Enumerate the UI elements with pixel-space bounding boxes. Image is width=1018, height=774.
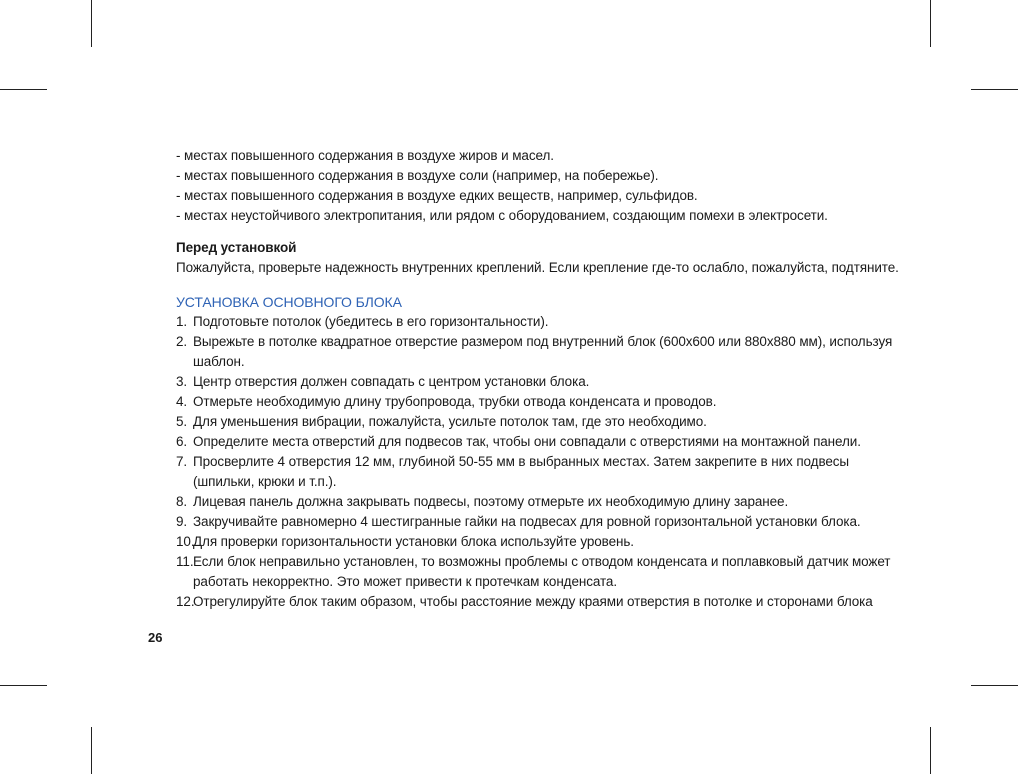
step-item bbox=[176, 452, 876, 492]
step-item bbox=[176, 312, 876, 332]
crop-mark bbox=[91, 0, 92, 47]
intro-line: - местах неустойчивого электропитания, или рядом с оборудованием, создающим помехи в электросети. bbox=[176, 208, 828, 223]
step-number: 3. bbox=[176, 374, 188, 389]
crop-mark bbox=[971, 89, 1018, 90]
step-number: 2. bbox=[176, 334, 188, 349]
intro-list bbox=[176, 146, 876, 226]
step-number: 1. bbox=[176, 314, 188, 329]
step-text: работать некорректно. Это может привести к протечкам конденсата. bbox=[193, 574, 617, 589]
step-text: Определите места отверстий для подвесов так, чтобы они совпадали с отверстиями на монтажной панели. bbox=[193, 434, 861, 449]
crop-mark bbox=[0, 89, 47, 90]
step-item bbox=[176, 372, 876, 392]
step-text: Подготовьте потолок (убедитесь в его горизонтальности). bbox=[193, 314, 549, 329]
step-item bbox=[176, 492, 876, 512]
step-item bbox=[176, 432, 876, 452]
step-number: 6. bbox=[176, 434, 188, 449]
step-text: шаблон. bbox=[193, 354, 245, 369]
crop-mark bbox=[971, 685, 1018, 686]
step-text: Лицевая панель должна закрывать подвесы, поэтому отмерьте их необходимую длину заранее. bbox=[193, 494, 789, 509]
step-item bbox=[176, 412, 876, 432]
step-text: Отмерьте необходимую длину трубопровода, трубки отвода конденсата и проводов. bbox=[193, 394, 717, 409]
step-number: 8. bbox=[176, 494, 188, 509]
step-number: 10. bbox=[176, 534, 195, 549]
step-text: Для проверки горизонтальности установки блока используйте уровень. bbox=[193, 534, 634, 549]
crop-mark bbox=[930, 727, 931, 774]
step-number: 7. bbox=[176, 454, 188, 469]
step-item bbox=[176, 552, 891, 592]
crop-mark bbox=[0, 685, 47, 686]
step-item bbox=[176, 532, 876, 552]
step-text: Отрегулируйте блок таким образом, чтобы расстояние между краями отверстия в потолке и сторонами блока bbox=[193, 594, 873, 609]
step-number: 11. bbox=[176, 554, 194, 569]
step-item bbox=[176, 512, 876, 532]
step-text: Для уменьшения вибрации, пожалуйста, усильте потолок там, где это необходимо. bbox=[193, 414, 707, 429]
step-item bbox=[176, 392, 876, 412]
crop-mark bbox=[930, 0, 931, 47]
page-content bbox=[176, 146, 899, 612]
install-steps bbox=[176, 312, 893, 612]
step-text: Вырежьте в потолке квадратное отверстие размером под внутренний блок (600х600 или 880х880 мм), используя bbox=[193, 334, 893, 349]
before-install-heading: Перед установкой bbox=[176, 240, 297, 255]
step-text: Просверлите 4 отверстия 12 мм, глубиной 50-55 мм в выбранных местах. Затем закрепите в них подвесы bbox=[193, 454, 850, 469]
intro-line: - местах повышенного содержания в воздухе соли (например, на побережье). bbox=[176, 168, 659, 183]
step-item bbox=[176, 592, 876, 612]
intro-line: - местах повышенного содержания в воздухе едких веществ, например, сульфидов. bbox=[176, 188, 698, 203]
step-text: Если блок неправильно установлен, то возможны проблемы с отводом конденсата и поплавковый датчик может bbox=[193, 554, 891, 569]
step-number: 5. bbox=[176, 414, 188, 429]
step-item bbox=[176, 332, 893, 372]
section-title: УСТАНОВКА ОСНОВНОГО БЛОКА bbox=[176, 294, 402, 310]
before-install-text: Пожалуйста, проверьте надежность внутренних креплений. Если крепление где-то ослабло, пожалуйста, подтяните. bbox=[176, 260, 899, 275]
step-text: Центр отверстия должен совпадать с центром установки блока. bbox=[193, 374, 590, 389]
crop-mark bbox=[91, 727, 92, 774]
intro-line: - местах повышенного содержания в воздухе жиров и масел. bbox=[176, 148, 554, 163]
page-number: 26 bbox=[148, 630, 163, 645]
step-number: 12. bbox=[176, 594, 195, 609]
step-number: 4. bbox=[176, 394, 188, 409]
step-text: Закручивайте равномерно 4 шестигранные гайки на подвесах для ровной горизонтальной установки блока. bbox=[193, 514, 861, 529]
step-number: 9. bbox=[176, 514, 188, 529]
step-text: (шпильки, крюки и т.п.). bbox=[193, 474, 337, 489]
